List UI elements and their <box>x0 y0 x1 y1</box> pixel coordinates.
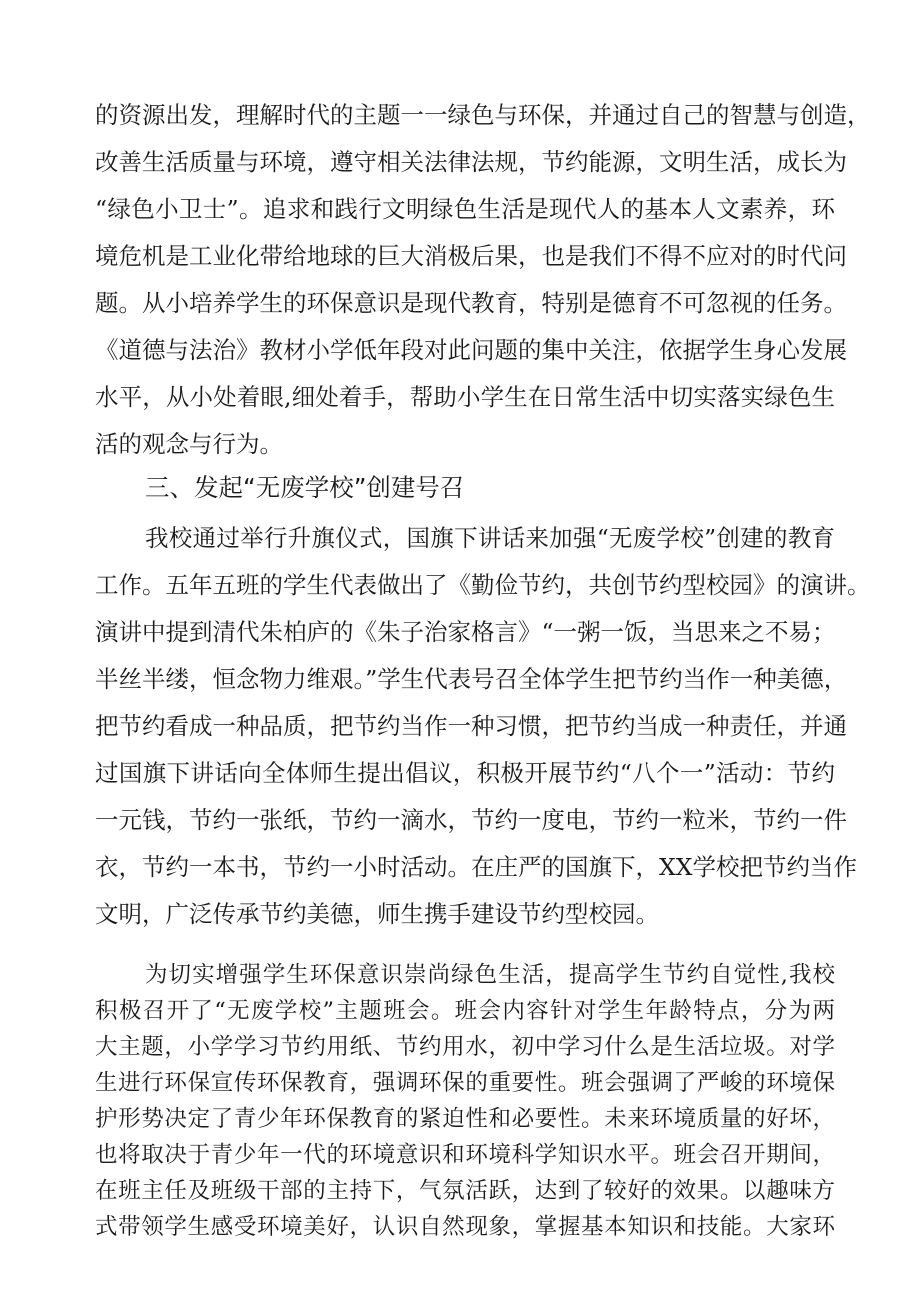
paragraph-line: 我校通过举行升旗仪式，国旗下讲话来加强“无废学校”创建的教育 <box>145 524 835 552</box>
paragraph-line: 题。从小培养学生的环保意识是现代教育，特别是德育不可忽视的任务。 <box>95 289 847 317</box>
paragraph-line: 过国旗下讲话向全体师生提出倡议，积极开展节约“八个一”活动：节约 <box>95 759 835 787</box>
paragraph-line: 的资源出发，理解时代的主题一一绿色与环保，并通过自己的智慧与创造， <box>95 101 871 129</box>
paragraph-line: 把节约看成一种品质，把节约当作一种习惯，把节约当成一种责任，并通 <box>95 712 847 740</box>
paragraph-line: 改善生活质量与环境，遵守相关法律法规，节约能源，文明生活，成长为 <box>95 148 847 176</box>
paragraph-line: 衣，节约一本书，节约一小时活动。在庄严的国旗下，XX学校把节约当作 <box>95 853 857 881</box>
paragraph-line: 水平，从小处着眼,细处着手，帮助小学生在日常生活中切实落实绿色生 <box>95 383 835 411</box>
paragraph-line: “绿色小卫士”。追求和践行文明绿色生活是现代人的基本人文素养，环 <box>95 195 835 223</box>
paragraph-line: 在班主任及班级干部的主持下，气氛活跃，达到了较好的效果。以趣味方 <box>95 1178 835 1204</box>
paragraph-line: 半丝半缕，恒念物力维艰。”学生代表号召全体学生把节约当作一种美德， <box>95 665 848 693</box>
paragraph-line: 式带领学生感受环境美好，认识自然现象，掌握基本知识和技能。大家环 <box>95 1214 835 1240</box>
paragraph-line: 文明，广泛传承节约美德，师生携手建设节约型校园。 <box>95 900 659 928</box>
paragraph-line: 生进行环保宣传环保教育，强调环保的重要性。班会强调了严峻的环境保 <box>95 1070 835 1096</box>
section-heading: 三、发起“无废学校”创建号召 <box>145 473 465 502</box>
paragraph-line: 护形势决定了青少年环保教育的紧迫性和必要性。未来环境质量的好坏， <box>95 1106 835 1132</box>
paragraph-line: 境危机是工业化带给地球的巨大消极后果，也是我们不得不应对的时代问 <box>95 242 847 270</box>
paragraph-line: 为切实增强学生环保意识崇尚绿色生活，提高学生节约自觉性,我校 <box>145 962 835 988</box>
paragraph-line: 工作。五年五班的学生代表做出了《勤俭节约，共创节约型校园》的演讲。 <box>95 571 871 599</box>
paragraph-line: 大主题，小学学习节约用纸、节约用水，初中学习什么是生活垃圾。对学 <box>95 1034 835 1060</box>
paragraph-line: 《道德与法治》教材小学低年段对此问题的集中关注，依据学生身心发展 <box>95 336 847 364</box>
paragraph-line: 积极召开了“无废学校”主题班会。班会内容针对学生年龄特点，分为两 <box>95 998 835 1024</box>
paragraph-line: 一元钱，节约一张纸，节约一滴水，节约一度电，节约一粒米，节约一件 <box>95 806 847 834</box>
paragraph-line: 也将取决于青少年一代的环境意识和环境科学知识水平。班会召开期间， <box>95 1142 835 1168</box>
paragraph-line: 演讲中提到清代朱柏庐的《朱子治家格言》“一粥一饭，当思来之不易； <box>95 618 836 646</box>
paragraph-line: 活的观念与行为。 <box>95 430 283 458</box>
